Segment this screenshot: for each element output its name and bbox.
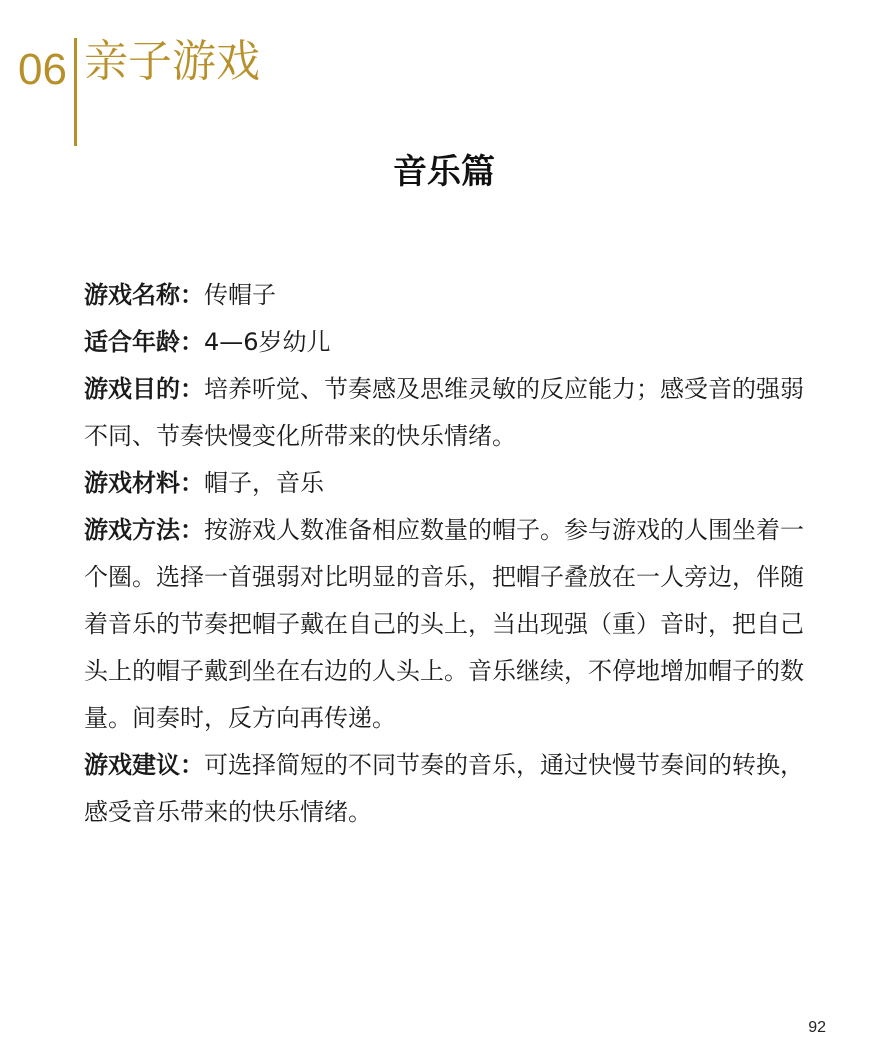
suitable-age-entry bbox=[84, 319, 814, 366]
game-materials-label: 游戏材料： bbox=[84, 469, 204, 497]
game-name-label: 游戏名称： bbox=[84, 281, 204, 309]
page-number: 92 bbox=[808, 1019, 826, 1036]
game-name-text: 传帽子 bbox=[204, 281, 276, 309]
game-purpose-entry bbox=[84, 366, 814, 460]
game-suggestion-text: 可选择简短的不同节奏的音乐，通过快慢节奏间的转换，感受音乐带来的快乐情绪。 bbox=[84, 751, 804, 826]
suitable-age-label: 适合年龄： bbox=[84, 328, 204, 356]
game-materials-text: 帽子，音乐 bbox=[204, 469, 324, 497]
game-method-text: 按游戏人数准备相应数量的帽子。参与游戏的人围坐着一个圈。选择一首强弱对比明显的音乐，把帽子叠放在一人旁边，伴随着音乐的节奏把帽子戴在自己的头上，当出现强（重）音时，把自己头上的帽子戴到坐在右边的人头上。音乐继续，不停地增加帽子的数量。间奏时，反方向再传递。 bbox=[84, 516, 804, 732]
suitable-age-text: 4—6岁幼儿 bbox=[204, 328, 331, 356]
game-method-entry bbox=[84, 507, 814, 742]
game-purpose-text: 培养听觉、节奏感及思维灵敏的反应能力；感受音的强弱不同、节奏快慢变化所带来的快乐情绪。 bbox=[84, 375, 804, 450]
chapter-number: 06 bbox=[18, 45, 67, 94]
chapter-title: 亲子游戏 bbox=[84, 36, 260, 87]
game-materials-entry bbox=[84, 460, 814, 507]
game-suggestion-label: 游戏建议： bbox=[84, 751, 204, 779]
game-description bbox=[84, 272, 814, 836]
game-method-label: 游戏方法： bbox=[84, 516, 204, 544]
section-title: 音乐篇 bbox=[393, 152, 495, 192]
game-suggestion-entry bbox=[84, 742, 814, 836]
game-name-entry bbox=[84, 272, 814, 319]
game-purpose-label: 游戏目的： bbox=[84, 375, 204, 403]
chapter-divider bbox=[74, 38, 77, 146]
